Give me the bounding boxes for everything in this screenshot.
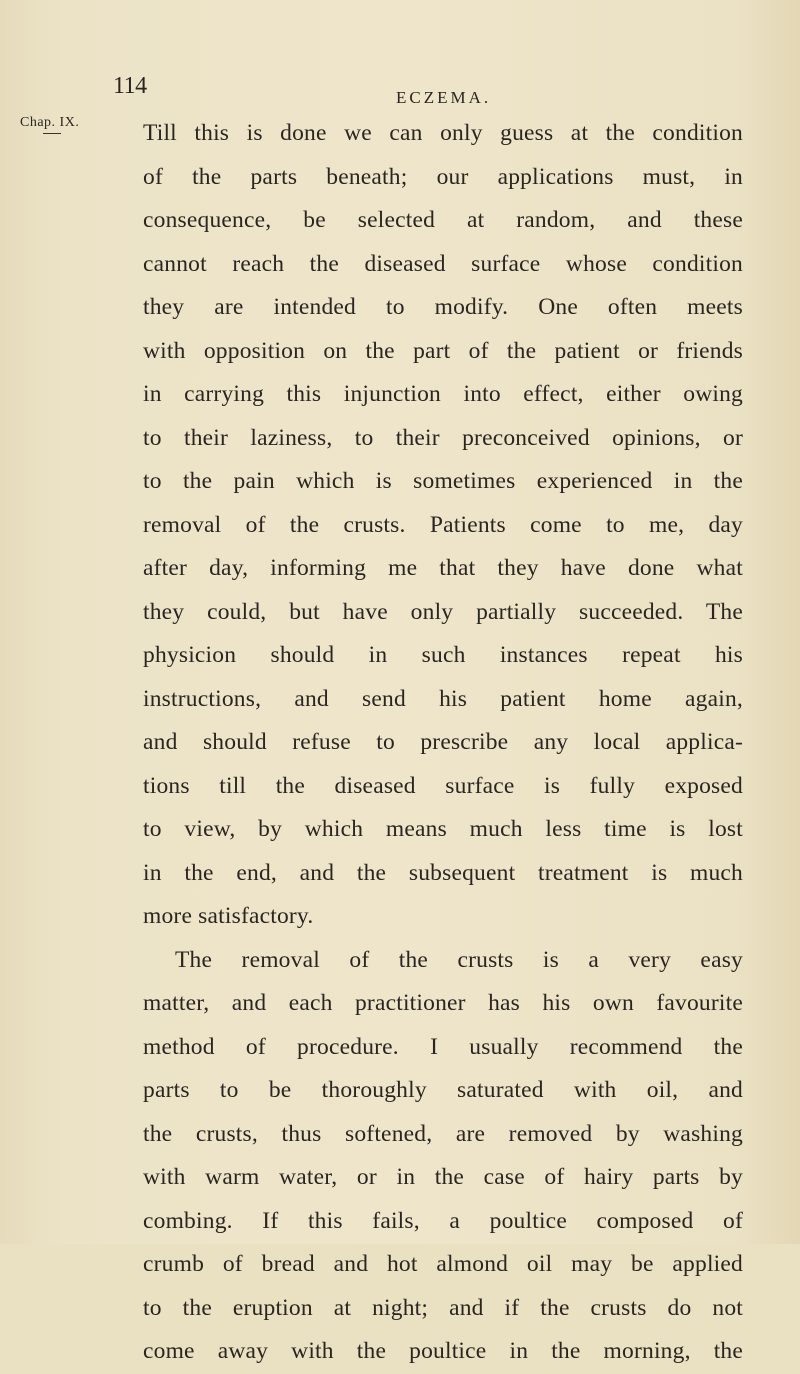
text-line: tions till the diseased surface is fully exposed xyxy=(143,772,743,799)
text-line: method of procedure. I usually recommend the xyxy=(143,1033,743,1060)
text-line: and should refuse to prescribe any local applica- xyxy=(143,729,743,755)
text-line: to the pain which is sometimes experienced in the xyxy=(143,468,743,494)
text-line: with opposition on the part of the patient or friends xyxy=(143,337,743,364)
text-line: the crusts, thus softened, are removed by washing xyxy=(143,1120,743,1147)
chapter-label: Chap. IX. xyxy=(20,115,80,130)
text-line: to view, by which means much less time is lost xyxy=(143,816,743,842)
text-line: in carrying this injunction into effect, either owing xyxy=(143,381,743,407)
text-line: removal of the crusts. Patients come to me, day xyxy=(143,511,743,538)
chapter-rule xyxy=(43,133,61,134)
text-line: of the parts beneath; our applications must, in xyxy=(143,163,743,190)
text-line: to the eruption at night; and if the crusts do not xyxy=(143,1294,743,1321)
text-line: they could, but have only partially succeeded. The xyxy=(143,598,743,625)
text-line: Till this is done we can only guess at the condition xyxy=(143,120,743,146)
text-line: combing. If this fails, a poultice composed of xyxy=(143,1207,743,1234)
text-line: instructions, and send his patient home again, xyxy=(143,685,743,712)
text-line: to their laziness, to their preconceived opinions, or xyxy=(143,424,743,451)
text-line: physicion should in such instances repeat his xyxy=(143,642,743,668)
text-line: cannot reach the diseased surface whose condition xyxy=(143,250,743,277)
text-line: parts to be thoroughly saturated with oil, and xyxy=(143,1077,743,1103)
page-number: 114 xyxy=(113,73,147,99)
text-line: in the end, and the subsequent treatment is much xyxy=(143,859,743,886)
text-line: The removal of the crusts is a very easy xyxy=(175,946,743,973)
text-line: more satisfactory. xyxy=(143,903,314,929)
body-text xyxy=(143,112,743,1374)
text-line: consequence, be selected at random, and these xyxy=(143,207,743,233)
text-line: after day, informing me that they have done what xyxy=(143,555,743,581)
text-line: crumb of bread and hot almond oil may be applied xyxy=(143,1251,743,1277)
text-line: come away with the poultice in the morning, the xyxy=(143,1338,743,1364)
running-head: ECZEMA. xyxy=(396,88,492,107)
text-line: with warm water, or in the case of hairy parts by xyxy=(143,1164,743,1190)
text-line: matter, and each practitioner has his own favourite xyxy=(143,990,743,1016)
text-line: they are intended to modify. One often meets xyxy=(143,294,743,320)
